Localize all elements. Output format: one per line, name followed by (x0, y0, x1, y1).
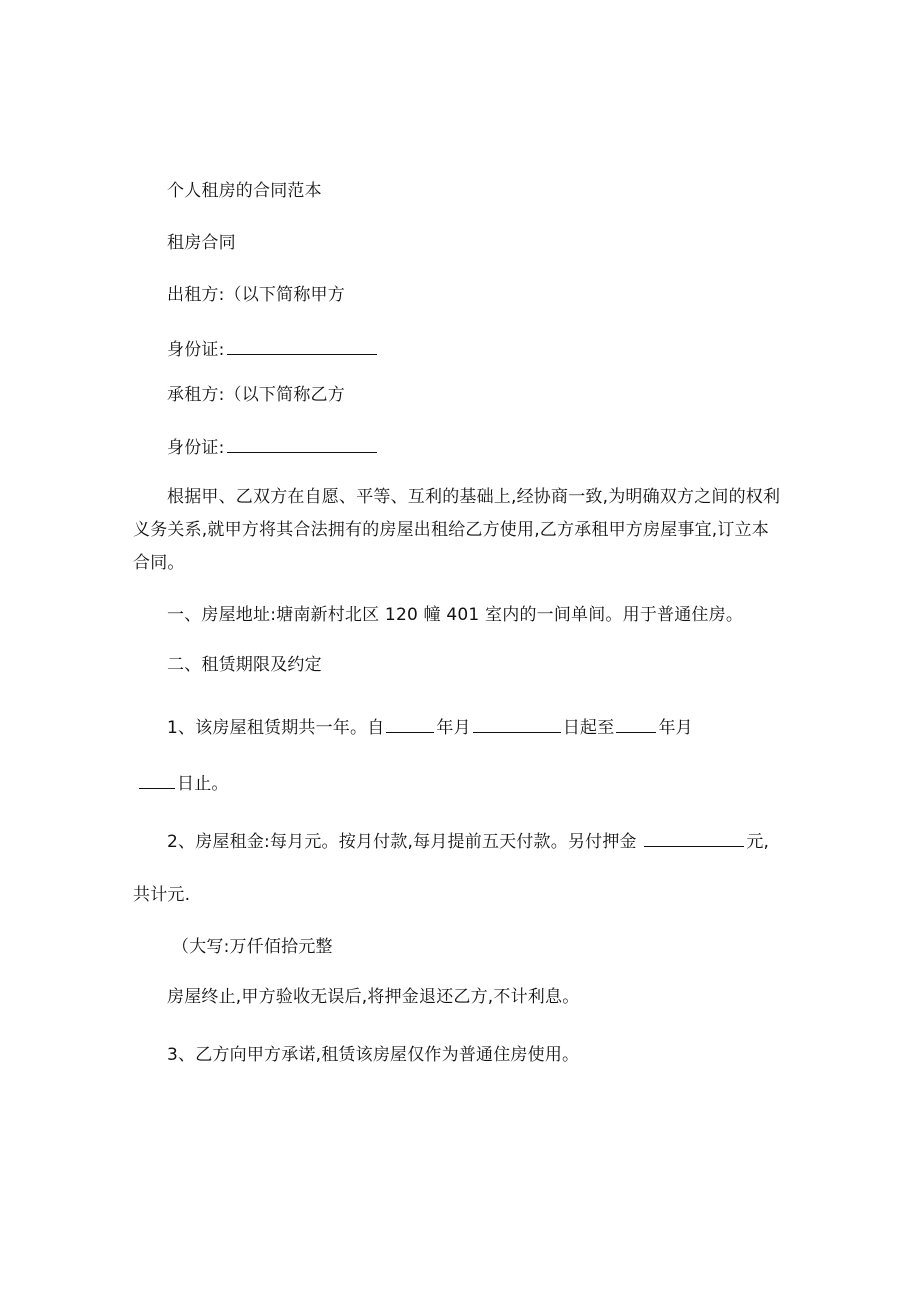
id-blank (227, 336, 377, 355)
year-blank (386, 714, 434, 733)
section-address: 一、房屋地址:塘南新村北区 120 幢 401 室内的一间单间。用于普通住房。 (167, 605, 744, 625)
tenant-line: 承租方:（以下简称乙方 (167, 385, 345, 405)
rent-unit: 元, (746, 832, 770, 852)
landlord-line: 出租方:（以下简称甲方 (167, 285, 345, 305)
rent-line (167, 828, 769, 853)
rent-total-line: 共计元. (133, 885, 191, 905)
day-blank (139, 770, 175, 789)
term-text-to: 日起至 (562, 718, 615, 738)
term-text-ym2: 年月 (658, 718, 693, 738)
contract-heading: 租房合同 (167, 233, 236, 253)
id-label: 身份证: (167, 438, 225, 458)
term-text-ym1: 年月 (436, 718, 471, 738)
id-blank (227, 434, 377, 453)
tenant-id-line (167, 434, 379, 459)
id-label: 身份证: (167, 340, 225, 360)
preamble-paragraph: 根据甲、乙双方在自愿、平等、互利的基础上,经协商一致,为明确双方之间的权利义务关系,就甲方将其合法拥有的房屋出租给乙方使用,乙方承租甲方房屋事宜,订立本合同。 (133, 487, 781, 573)
term-text-start: 1、该房屋租赁期共一年。自 (167, 718, 385, 738)
term-text-end: 日止。 (177, 774, 229, 794)
term-line (167, 714, 693, 739)
year-blank (616, 714, 656, 733)
rent-text: 2、房屋租金:每月元。按月付款,每月提前五天付款。另付押金 (167, 832, 637, 852)
section-term-heading: 二、租赁期限及约定 (167, 655, 322, 675)
term-end-line (137, 770, 229, 795)
page-title: 个人租房的合同范本 (167, 181, 322, 201)
termination-line: 房屋终止,甲方验收无误后,将押金退还乙方,不计利息。 (167, 987, 580, 1007)
landlord-id-line (167, 336, 379, 361)
day-blank (473, 714, 561, 733)
usage-clause-line: 3、乙方向甲方承诺,租赁该房屋仅作为普通住房使用。 (167, 1045, 580, 1065)
deposit-blank (644, 828, 744, 847)
capital-amount-line: （大写:万仟佰拾元整 (172, 937, 333, 957)
